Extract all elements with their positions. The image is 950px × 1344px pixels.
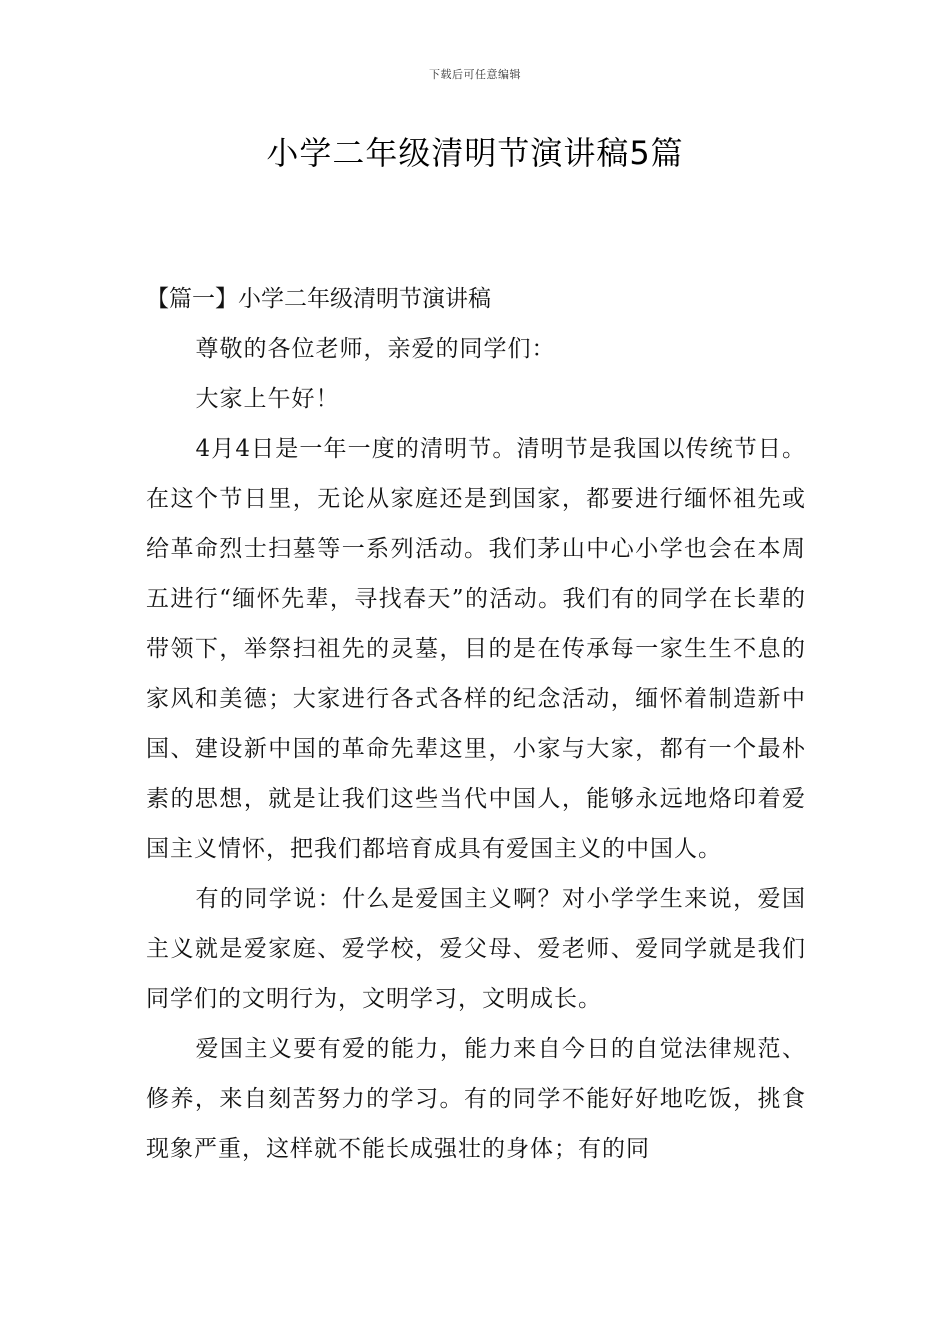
section-heading: 【篇一】小学二年级清明节演讲稿 (146, 286, 491, 312)
paragraph-body: 有的同学说：什么是爱国主义啊？对小学学生来说，爱国主义就是爱家庭、爱学校，爱父母、爱老师、爱同学就是我们同学们的文明行为，文明学习，文明成长。 (146, 886, 806, 1012)
document-title: 小学二年级清明节演讲稿5篇 (266, 134, 684, 172)
header-note: 下载后可任意编辑 (429, 68, 521, 81)
paragraph-salutation: 大家上午好！ (195, 386, 340, 412)
paragraph-greeting: 尊敬的各位老师，亲爱的同学们： (195, 336, 556, 362)
paragraph-body: 爱国主义要有爱的能力，能力来自今日的自觉法律规范、修养，来自刻苦努力的学习。有的同学不能好好地吃饭，挑食现象严重，这样就不能长成强壮的身体；有的同 (146, 1036, 806, 1162)
document-body (146, 274, 806, 1174)
paragraph-body: 4月4日是一年一度的清明节。清明节是我国以传统节日。在这个节日里，无论从家庭还是到国家，都要进行缅怀祖先或给革命烈士扫墓等一系列活动。我们茅山中心小学也会在本周五进行“缅怀先辈，寻找春天”的活动。我们有的同学在长辈的带领下，举祭扫祖先的灵墓，目的是在传承每一家生生不息的家风和美德；大家进行各式各样的纪念活动，缅怀着制造新中国、建设新中国的革命先辈这里，小家与大家，都有一个最朴素的思想，就是让我们这些当代中国人，能够永远地烙印着爱国主义情怀，把我们都培育成具有爱国主义的中国人。 (146, 436, 806, 862)
